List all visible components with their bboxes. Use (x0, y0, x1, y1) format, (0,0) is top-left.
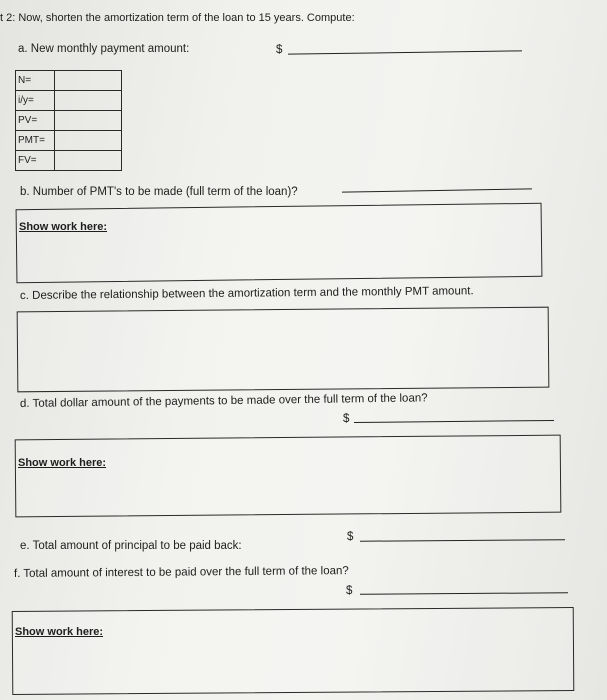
question-e-answer-line[interactable] (360, 539, 565, 541)
question-e-dollar-sign: $ (347, 531, 354, 543)
tvm-label: i/y= (16, 91, 55, 111)
tvm-label: PMT= (16, 131, 55, 151)
question-a-label: a. New monthly payment amount: (18, 43, 190, 55)
tvm-value-cell[interactable] (55, 151, 122, 171)
question-d-dollar-sign: $ (343, 413, 350, 425)
tvm-label: PV= (16, 111, 55, 131)
tvm-value-cell[interactable] (55, 131, 122, 151)
tvm-value-cell[interactable] (55, 111, 122, 131)
question-d-show-work-label: Show work here: (18, 457, 107, 469)
question-f-dollar-sign: $ (346, 585, 353, 597)
worksheet-header: t 2: Now, shorten the amortization term of the loan to 15 years. Compute: (0, 12, 355, 24)
tvm-row-fv (16, 151, 122, 171)
question-d-label: d. Total dollar amount of the payments to be made over the full term of the loan? (19, 392, 428, 410)
tvm-value-cell[interactable] (55, 71, 122, 91)
question-f-answer-line[interactable] (360, 592, 568, 594)
tvm-label: N= (16, 71, 55, 91)
tvm-row-pmt (16, 131, 122, 151)
question-b-label: b. Number of PMT's to be made (full term of the loan)? (20, 186, 298, 198)
tvm-row-pv (16, 111, 122, 131)
question-b-answer-line[interactable] (342, 188, 532, 192)
tvm-value-cell[interactable] (55, 91, 122, 111)
question-b-work-box[interactable] (16, 203, 543, 283)
tvm-input-table (15, 70, 122, 171)
tvm-row-n (16, 71, 122, 91)
question-c-label: c. Describe the relationship between the amortization term and the monthly PMT amount. (19, 285, 474, 302)
question-d-answer-line[interactable] (354, 420, 554, 423)
question-d-work-box[interactable] (15, 435, 562, 518)
question-a-answer-line[interactable] (288, 50, 522, 54)
question-f-label: f. Total amount of interest to be paid over the full term of the loan? (13, 565, 349, 580)
question-f-work-box[interactable] (12, 607, 575, 695)
question-b-show-work-label: Show work here: (19, 221, 108, 233)
tvm-label: FV= (16, 151, 55, 171)
question-e-label: e. Total amount of principal to be paid back: (20, 540, 242, 552)
question-c-answer-box[interactable] (17, 307, 550, 393)
tvm-row-iy (16, 91, 122, 111)
question-a-dollar-sign: $ (276, 44, 283, 56)
question-f-show-work-label: Show work here: (15, 626, 104, 638)
